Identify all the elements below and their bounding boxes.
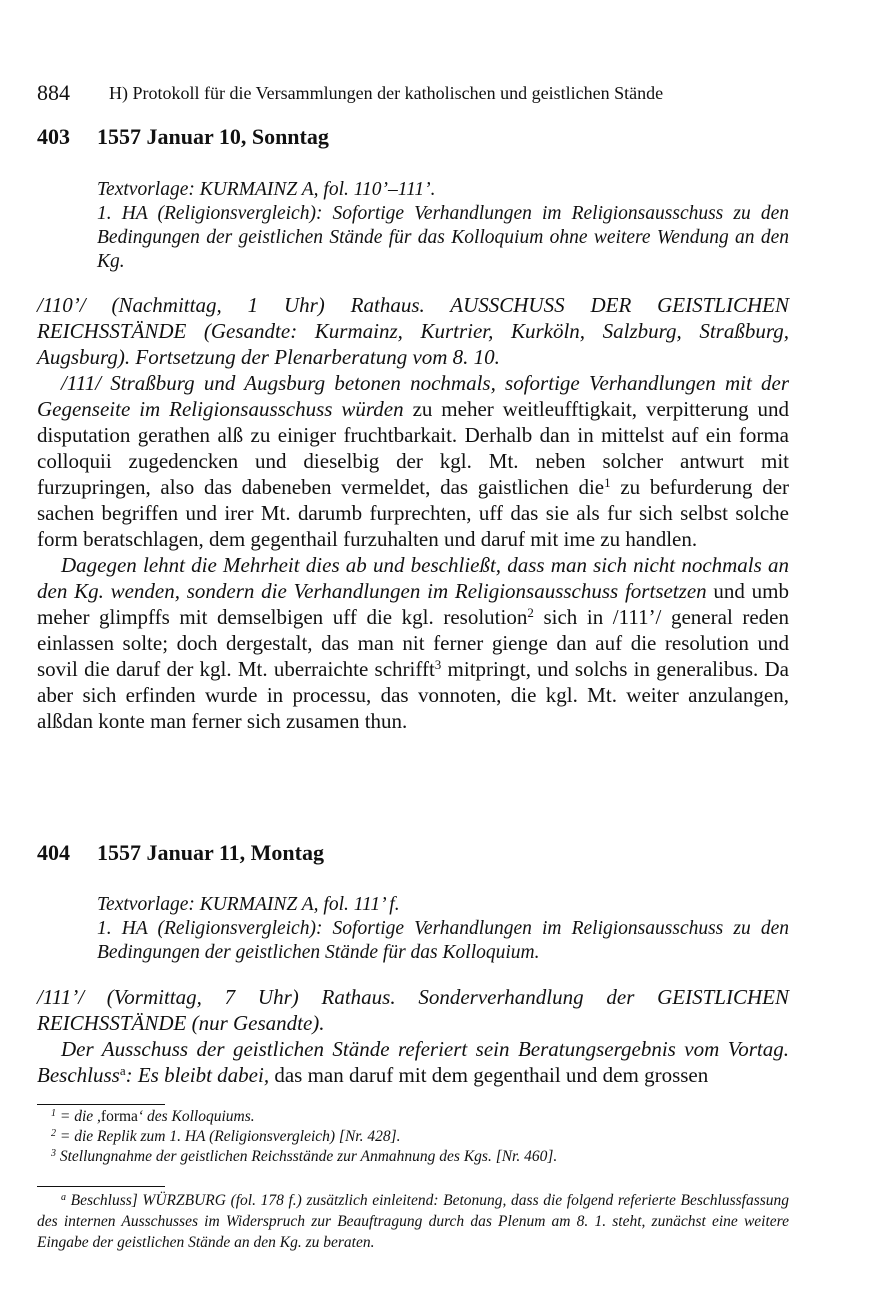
- page-number: 884: [37, 80, 70, 105]
- entry-body-403: [37, 292, 789, 734]
- topic-summary: 1. HA (Religionsvergleich): Sofortige Verhandlungen im Religionsausschuss zu den Bedingungen der geistlichen Stände für das Kolloquium.: [97, 918, 789, 963]
- footnote: $^3$ Stellungnahme der geistlichen Reichsstände zur Anmahnung des Kgs. [Nr. 460].: [51, 1148, 558, 1165]
- footnote: $^1$ = die ,forma‘ des Kolloquiums.: [51, 1108, 255, 1125]
- topic-summary: 1. HA (Religionsvergleich): Sofortige Verhandlungen im Religionsausschuss zu den Bedingungen der geistlichen Stände für das Kolloquium ohne weitere Wendung an den Kg.: [97, 203, 789, 272]
- text-source: Textvorlage: KURMAINZ A, fol. 110’–111’.: [97, 179, 436, 200]
- paragraph: Der Ausschuss der geistlichen Stände referiert sein Beratungsergebnis vom Vortag. Beschluss$^a$: Es bleibt dabei, das man daruf mit dem gegenthail und dem grossen: [37, 1037, 789, 1087]
- session-heading: /111’/ (Vormittag, 7 Uhr) Rathaus. Sonderverhandlung der GEISTLICHEN REICHSSTÄNDE (nur Gesandte).: [37, 985, 789, 1035]
- running-title: H) Protokoll für die Versammlungen der katholischen und geistlichen Stände: [109, 83, 664, 103]
- entry-meta-404: [97, 893, 789, 965]
- entry-date: 1557 Januar 11, Montag: [97, 840, 324, 865]
- footnote-ref: 3: [434, 657, 442, 672]
- entry-heading-403: [37, 124, 329, 150]
- entry-number: 403: [37, 124, 70, 149]
- paragraph: /111/ Straßburg und Augsburg betonen nochmals, sofortige Verhandlungen mit der Gegenseite im Religionsausschuss würden zu meher weitleufftigkait, verpitterung und disputation gerathen alß zu einiger fruchtbarkait. Derhalb dan in mittelst auf ein forma colloquii zugedencken und dieselbig der kgl. Mt. neben solcher antwurt mit furzupringen, also das dabeneben vermeldet, das gaistlichen die$^1$ zu befurderung der sachen begriffen und irer Mt. darumb furprechten, uff das sie als fur sich selbst solche form beratschlagen, dem gegenthail furzuhalten und daruf mit ime zu handlen.: [37, 371, 790, 551]
- footnote-ref: 2: [527, 605, 534, 620]
- footnotes: [37, 1107, 789, 1167]
- critical-note-ref: a: [119, 1063, 126, 1078]
- paragraph: Dagegen lehnt die Mehrheit dies ab und beschließt, dass man sich nicht nochmals an den Kg. wenden, sondern die Verhandlungen im Religionsausschuss fortsetzen und umb meher glimpffs mit demselbigen uff die kgl. resolution$^2$ sich in /111’/ general reden einlassen solte; doch dergestalt, das man nit ferner gienge dan auf die resolution und sovil die daruf der kgl. Mt. uberraichte schrifft$^3$ mitpringt, und solchs in generalibus. Da aber sich erfinden wurde in processu, das vonnoten, die kgl. Mt. weiter anzulangen, alßdan konte man ferner sich zusamen thun.: [37, 553, 790, 733]
- entry-number: 404: [37, 840, 70, 865]
- session-heading: /110’/ (Nachmittag, 1 Uhr) Rathaus. AUSSCHUSS DER GEISTLICHEN REICHSSTÄNDE (Gesandte: Kurmainz, Kurtrier, Kurköln, Salzburg, Straßburg, Augsburg). Fortsetzung der Plenarberatung vom 8. 10.: [37, 293, 789, 369]
- entry-heading-404: [37, 840, 324, 866]
- footnote-ref: 1: [604, 475, 611, 490]
- critical-apparatus: [37, 1190, 789, 1253]
- entry-meta-403: [97, 178, 789, 274]
- footnote-divider: [37, 1104, 165, 1105]
- entry-body-404: [37, 984, 789, 1088]
- apparatus-divider: [37, 1186, 165, 1187]
- text-source: Textvorlage: KURMAINZ A, fol. 111’ f.: [97, 894, 400, 915]
- entry-date: 1557 Januar 10, Sonntag: [97, 124, 329, 149]
- running-head: [37, 80, 789, 106]
- footnote: $^2$ = die Replik zum 1. HA (Religionsvergleich) [Nr. 428].: [51, 1128, 401, 1145]
- critical-note: $^a$ Beschluss] WÜRZBURG (fol. 178 f.) zusätzlich einleitend: Betonung, dass die folgend referierte Beschlussfassung des internen Ausschusses im Widerspruch zur Beauftragung durch das Plenum am 8. 1. steht, zunächst eine weitere Eingabe der geistlichen Stände an den Kg. zu beraten.: [37, 1192, 790, 1251]
